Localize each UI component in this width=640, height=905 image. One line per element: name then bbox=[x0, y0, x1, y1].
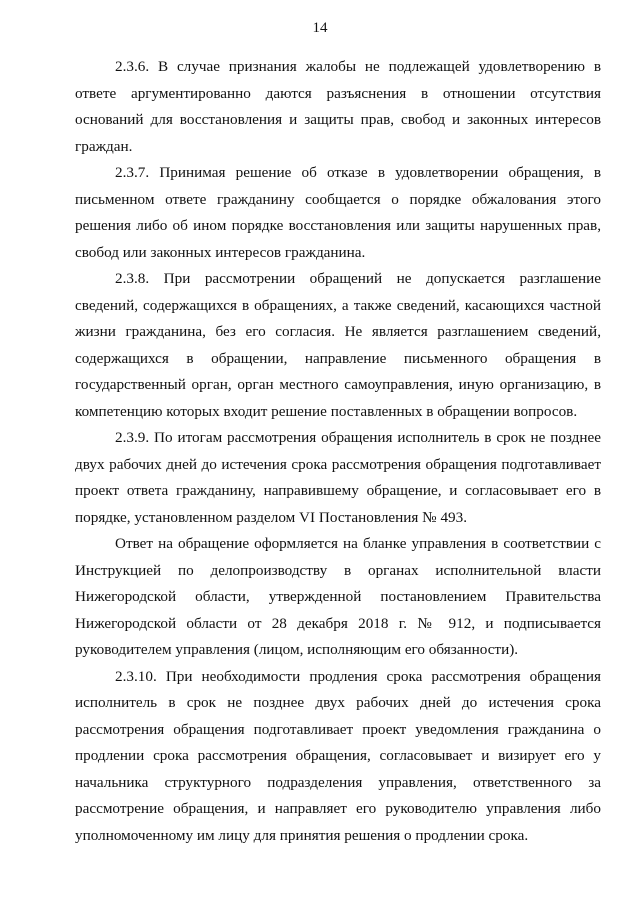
paragraph-response-format: Ответ на обращение оформляется на бланке управления в соответствии с Инструкцией по делопроизводству в органах исполнительной власти Нижегородской области, утвержденной постановлением Правительства Нижегородской области от 28 декабря 2018 г. № 912, и подписывается руководителем управления (лицом, исполняющим его обязанности). bbox=[75, 535, 601, 658]
paragraph-2-3-9: 2.3.9. По итогам рассмотрения обращения исполнитель в срок не позднее двух рабочих дней до истечения срока рассмотрения обращения подготавливает проект ответа гражданину, направившему обращение, и согласовывает его в порядке, установленном разделом VI Постановления № 493. bbox=[75, 429, 601, 526]
paragraph-2-3-8: 2.3.8. При рассмотрении обращений не допускается разглашение сведений, содержащихся в обращениях, а также сведений, касающихся частной жизни гражданина, без его согласия. Не является разглашением сведений, содержащихся в обращении, направление письменного обращения в государственный орган, орган местного самоуправления, иную организацию, в компетенцию которых входит решение поставленных в обращении вопросов. bbox=[75, 270, 601, 420]
page-number: 14 bbox=[312, 20, 328, 36]
document-body bbox=[75, 54, 601, 849]
paragraph-2-3-7: 2.3.7. Принимая решение об отказе в удовлетворении обращения, в письменном ответе гражданину сообщается о порядке обжалования этого решения либо об ином порядке восстановления или защиты нарушенных прав, свобод или законных интересов гражданина. bbox=[75, 164, 601, 261]
paragraph-2-3-10: 2.3.10. При необходимости продления срока рассмотрения обращения исполнитель в срок не позднее двух рабочих дней до истечения срока рассмотрения обращения подготавливает проект уведомления гражданина о продлении срока рассмотрения обращения, согласовывает и визирует его у начальника структурного подразделения управления, ответственного за рассмотрение обращения, и направляет его руководителю управления либо уполномоченному им лицу для принятия решения о продлении срока. bbox=[75, 667, 601, 844]
paragraph-2-3-6: 2.3.6. В случае признания жалобы не подлежащей удовлетворению в ответе аргументированно даются разъяснения в отношении отсутствия оснований для восстановления и защиты прав, свобод и законных интересов граждан. bbox=[75, 58, 601, 155]
